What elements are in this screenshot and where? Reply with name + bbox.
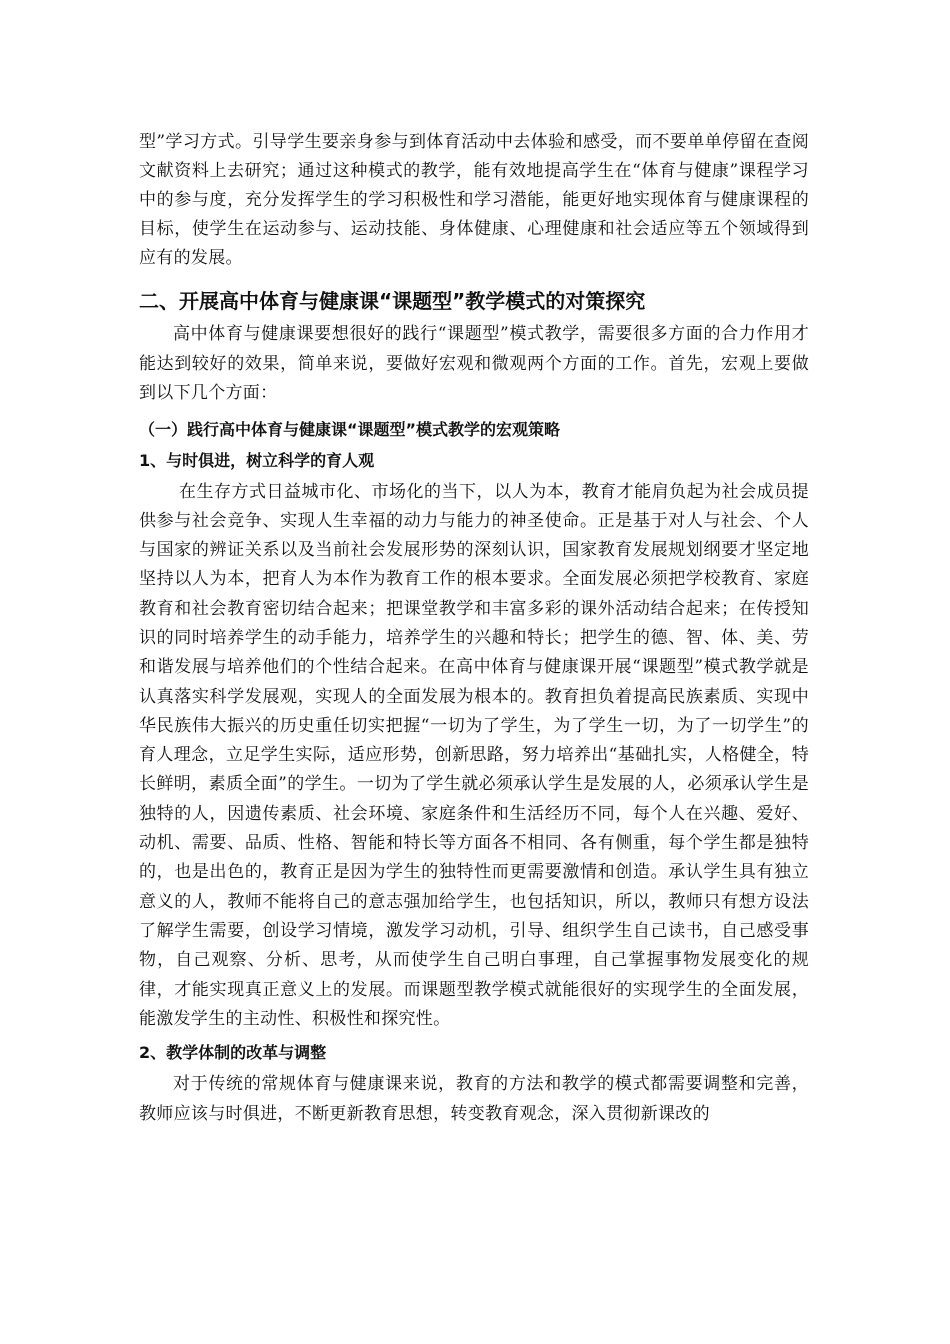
paragraph-continued: 型”学习方式。引导学生要亲身参与到体育活动中去体验和感受，而不要单单停留在查阅文献资料上去研究；通过这种模式的教学，能有效地提高学生在“体育与健康”课程学习中的参与度，充分发挥学生的学习积极性和学习潜能，能更好地实现体育与健康课程的目标，使学生在运动参与、运动技能、身体健康、心理健康和社会适应等五个领域得到应有的发展。 (139, 132, 809, 268)
paragraph-reform: 对于传统的常规体育与健康课来说，教育的方法和教学的模式都需要调整和完善，教师应该与时俱进，不断更新教育思想，转变教育观念，深入贯彻新课改的 (139, 1074, 809, 1124)
paragraph-intro: 高中体育与健康课要想很好的践行“课题型”模式教学，需要很多方面的合力作用才能达到较好的效果，简单来说，要做好宏观和微观两个方面的工作。首先，宏观上要做到以下几个方面： (139, 324, 809, 403)
document-body (139, 128, 809, 1129)
item-heading-2: 2、教学体制的改革与调整 (139, 1043, 327, 1063)
paragraph-education-view: 在生存方式日益城市化、市场化的当下，以人为本，教育才能肩负起为社会成员提供参与社会竞争、实现人生幸福的动力与能力的神圣使命。正是基于对人与社会、个人与国家的辨证关系以及当前社会发展形势的深刻认识，国家教育发展规划纲要才坚定地坚持以人为本，把育人为本作为教育工作的根本要求。全面发展必须把学校教育、家庭教育和社会教育密切结合起来；把课堂教学和丰富多彩的课外活动结合起来；在传授知识的同时培养学生的动手能力，培养学生的兴趣和特长；把学生的德、智、体、美、劳和谐发展与培养他们的个性结合起来。在高中体育与健康课开展“课题型”模式教学就是认真落实科学发展观，实现人的全面发展为根本的。教育担负着提高民族素质、实现中华民族伟大振兴的历史重任切实把握“一切为了学生，为了学生一切，为了一切学生”的育人理念，立足学生实际，适应形势，创新思路，努力培养出“基础扎实，人格健全，特长鲜明，素质全面”的学生。一切为了学生就必须承认学生是发展的人，必须承认学生是独特的人，因遗传素质、社会环境、家庭条件和生活经历不同，每个人在兴趣、爱好、动机、需要、品质、性格、智能和特长等方面各不相同、各有侧重，每个学生都是独特的，也是出色的，教育正是因为学生的独特性而更需要激情和创造。承认学生具有独立意义的人，教师不能将自己的意志强加给学生，也包括知识，所以，教师只有想方设法了解学生需要，创设学习情境，激发学习动机，引导、组织学生自己读书，自己感受事物，自己观察、分析、思考，从而使学生自己明白事理，自己掌握事物发展变化的规律，才能实现真正意义上的发展。而课题型教学模式就能很好的实现学生的全面发展，能激发学生的主动性、积极性和探究性。 (139, 481, 809, 1029)
item-heading-1: 1、与时俱进，树立科学的育人观 (139, 450, 375, 470)
subsection-heading: （一）践行高中体育与健康课“课题型”模式教学的宏观策略 (139, 419, 561, 439)
section-heading: 二、开展高中体育与健康课“课题型”教学模式的对策探究 (139, 289, 646, 313)
